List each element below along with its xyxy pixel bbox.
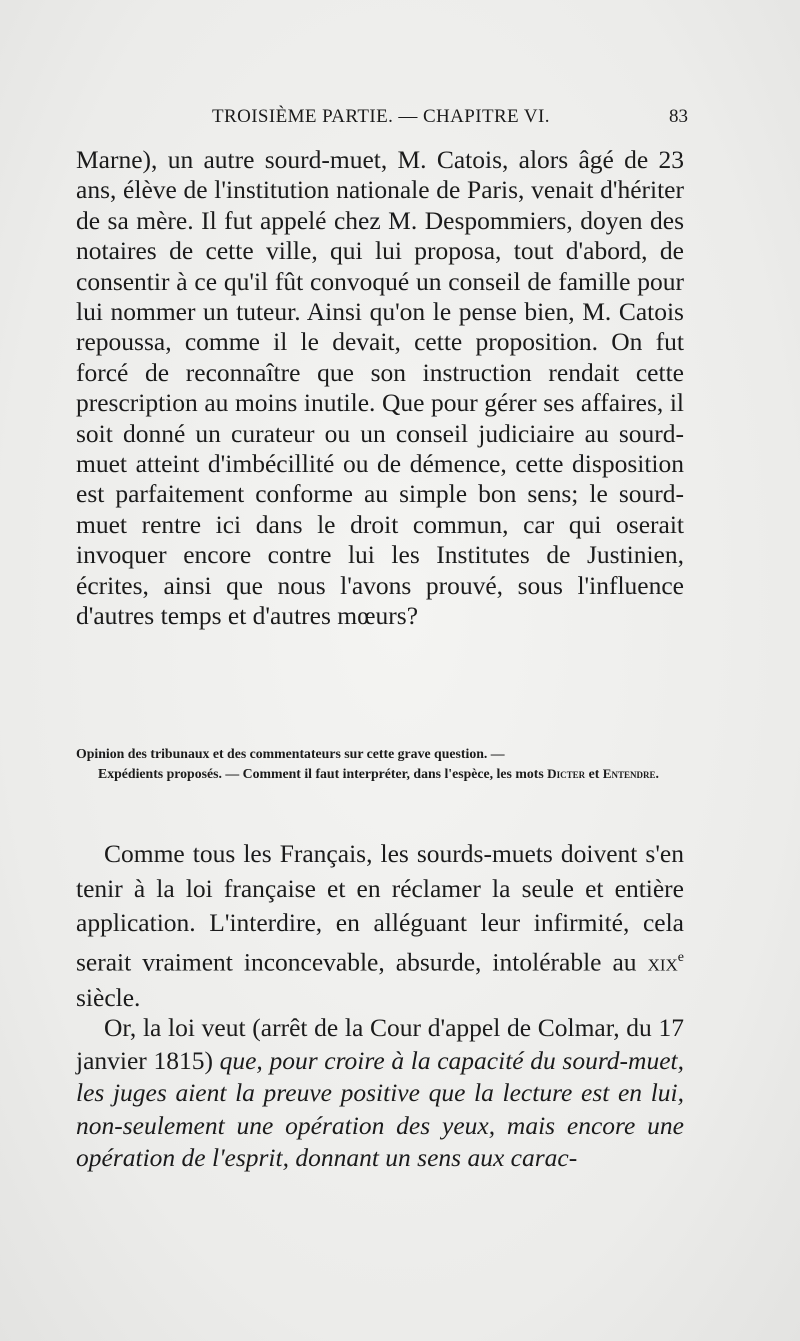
- paragraph-2-text: Comme tous les Français, les sourds-muets doivent s'en tenir à la loi française et en réclamer la seule et entière application. L'interdire, en alléguant leur infirmité, cela serait vraiment inconcevable, absurde, intolérable au: [76, 839, 684, 976]
- summary-line-2-text: Expédients proposés. — Comment il faut interpréter, dans l'espèce, les mots: [98, 765, 548, 781]
- summary-conjunction: et: [585, 765, 603, 781]
- summary-line-2: [76, 764, 684, 784]
- paragraph-continued: Marne), un autre sourd-muet, M. Catois, alors âgé de 23 ans, élève de l'institution nationale de Paris, venait d'hériter de sa mère. Il fut appelé chez M. Despommiers, doyen des notaires de cette ville, qui lui proposa, tout d'abord, de consentir à ce qu'il fût convoqué un conseil de famille pour lui nommer un tuteur. Ainsi qu'on le pense bien, M. Catois repoussa, comme il le devait, cette proposition. On fut forcé de reconnaître que son instruction rendait cette prescription au moins inutile. Que pour gérer ses affaires, il soit donné un curateur ou un conseil judiciaire au sourd-muet atteint d'imbécillité ou de démence, cette disposition est parfaitement conforme au simple bon sens; le sourd-muet rentre ici dans le droit commun, car qui oserait invoquer encore contre lui les Institutes de Justinien, écrites, ainsi que nous l'avons prouvé, sous l'influence d'autres temps et d'autres mœurs?: [76, 145, 684, 631]
- paragraph-french-law: [76, 837, 684, 1015]
- century-numeral: xix: [647, 949, 678, 976]
- century-superscript: e: [677, 949, 684, 965]
- keyword-entendre: Entendre: [602, 765, 656, 781]
- keyword-dicter: Dicter: [547, 765, 586, 781]
- running-head: [0, 106, 800, 134]
- paragraph-3-text: Or, la loi veut (arrêt de la Cour d'appel de Colmar, du 17 janvier 1815): [76, 1013, 684, 1075]
- running-title: TROISIÈME PARTIE. — CHAPITRE VI.: [212, 106, 550, 127]
- paragraph-2-end: siècle.: [76, 982, 141, 1012]
- court-quote: que, pour croire à la capacité du sourd-muet, les juges aient la preuve positive que la lecture est en lui, non-seulement une opération des yeux, mais encore une opération de l'esprit, donnant un sens aux carac-: [76, 1045, 684, 1172]
- paragraph-colmar-ruling: [76, 1012, 684, 1175]
- page-number: 83: [669, 106, 688, 127]
- summary-line-1: Opinion des tribunaux et des commentateurs sur cette grave question. —: [76, 746, 505, 761]
- section-summary: [76, 744, 684, 783]
- summary-end: .: [655, 765, 659, 781]
